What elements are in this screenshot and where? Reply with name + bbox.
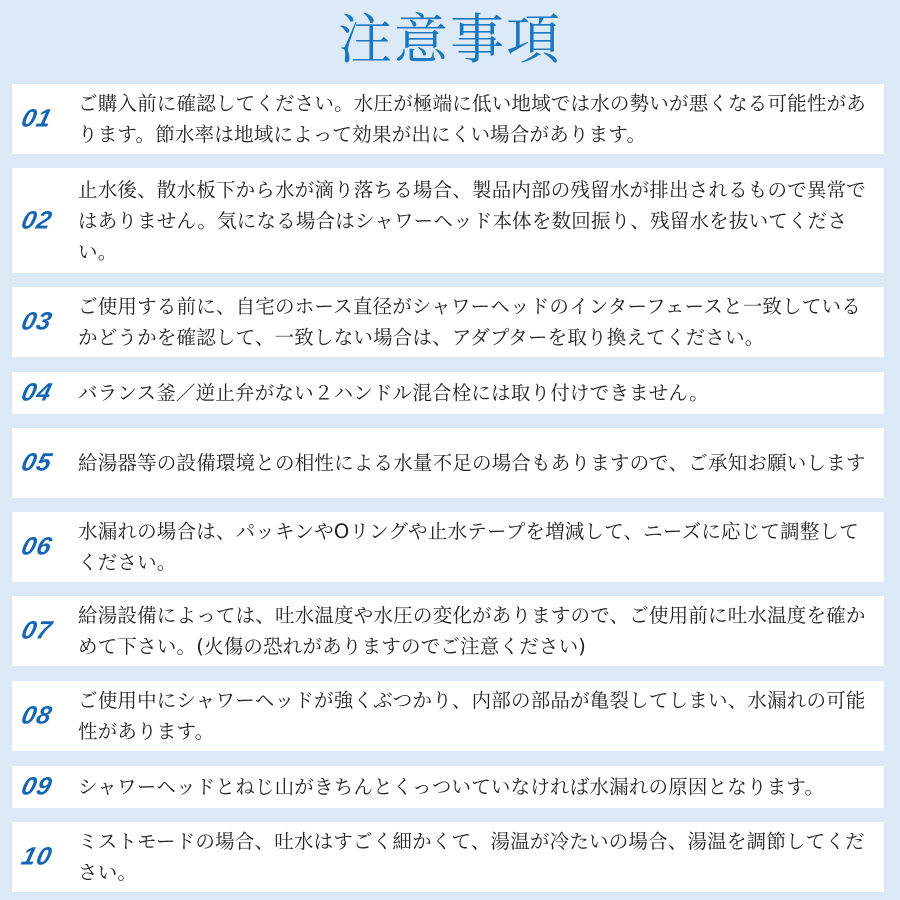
page-title: 注意事項 xyxy=(338,8,562,71)
note-number: 09 xyxy=(18,772,56,801)
note-number: 01 xyxy=(18,104,56,133)
note-number: 05 xyxy=(18,448,56,477)
note-card-02 xyxy=(12,168,884,273)
note-card-04 xyxy=(12,372,884,414)
note-number: 04 xyxy=(18,378,56,407)
note-text: 給湯器等の設備環境との相性による水量不足の場合もありますので、ご承知お願いします xyxy=(78,451,866,475)
note-number: 03 xyxy=(18,307,56,336)
note-text: 給湯設備によっては、吐水温度や水圧の変化がありますので、ご使用前に吐水温度を確かめて下さい。(火傷の恐れがありますのでご注意ください) xyxy=(78,604,866,658)
note-card-10 xyxy=(12,822,884,892)
note-text: 止水後、散水板下から水が滴り落ちる場合、製品内部の残留水が排出されるもので異常ではありません。気になる場合はシャワーヘッド本体を数回振り、残留水を抜いてください。 xyxy=(78,178,867,263)
note-card-08 xyxy=(12,681,884,751)
note-card-06 xyxy=(12,512,884,582)
note-text: ご使用する前に、自宅のホース直径がシャワーヘッドのインターフェースと一致しているかどうかを確認して、一致しない場合は、アダプターを取り換えてください。 xyxy=(78,295,861,349)
note-text: ご購入前に確認してください。水圧が極端に低い地域では水の勢いが悪くなる可能性があります。節水率は地域によって効果が出にくい場合があります。 xyxy=(78,92,867,146)
note-card-03 xyxy=(12,287,884,357)
note-card-07 xyxy=(12,596,884,666)
note-number: 10 xyxy=(18,842,56,871)
note-number: 06 xyxy=(18,532,56,561)
note-number: 07 xyxy=(18,616,56,645)
note-text: シャワーヘッドとねじ山がきちんとくっついていなければ水漏れの原因となります。 xyxy=(78,775,825,799)
note-card-05 xyxy=(12,428,884,498)
note-text: バランス釜／逆止弁がない２ハンドル混合栓には取り付けできません。 xyxy=(78,381,709,405)
note-card-01 xyxy=(12,84,884,154)
note-card-09 xyxy=(12,766,884,808)
note-number: 08 xyxy=(18,701,56,730)
note-text: 水漏れの場合は、パッキンやOリングや止水テープを増減して、ニーズに応じて調整してください。 xyxy=(78,520,859,574)
note-text: ミストモードの場合、吐水はすごく細かくて、湯温が冷たいの場合、湯温を調節してください。 xyxy=(78,830,865,884)
note-text: ご使用中にシャワーヘッドが強くぶつかり、内部の部品が亀裂してしまい、水漏れの可能性があります。 xyxy=(78,689,866,743)
note-number: 02 xyxy=(18,206,56,234)
